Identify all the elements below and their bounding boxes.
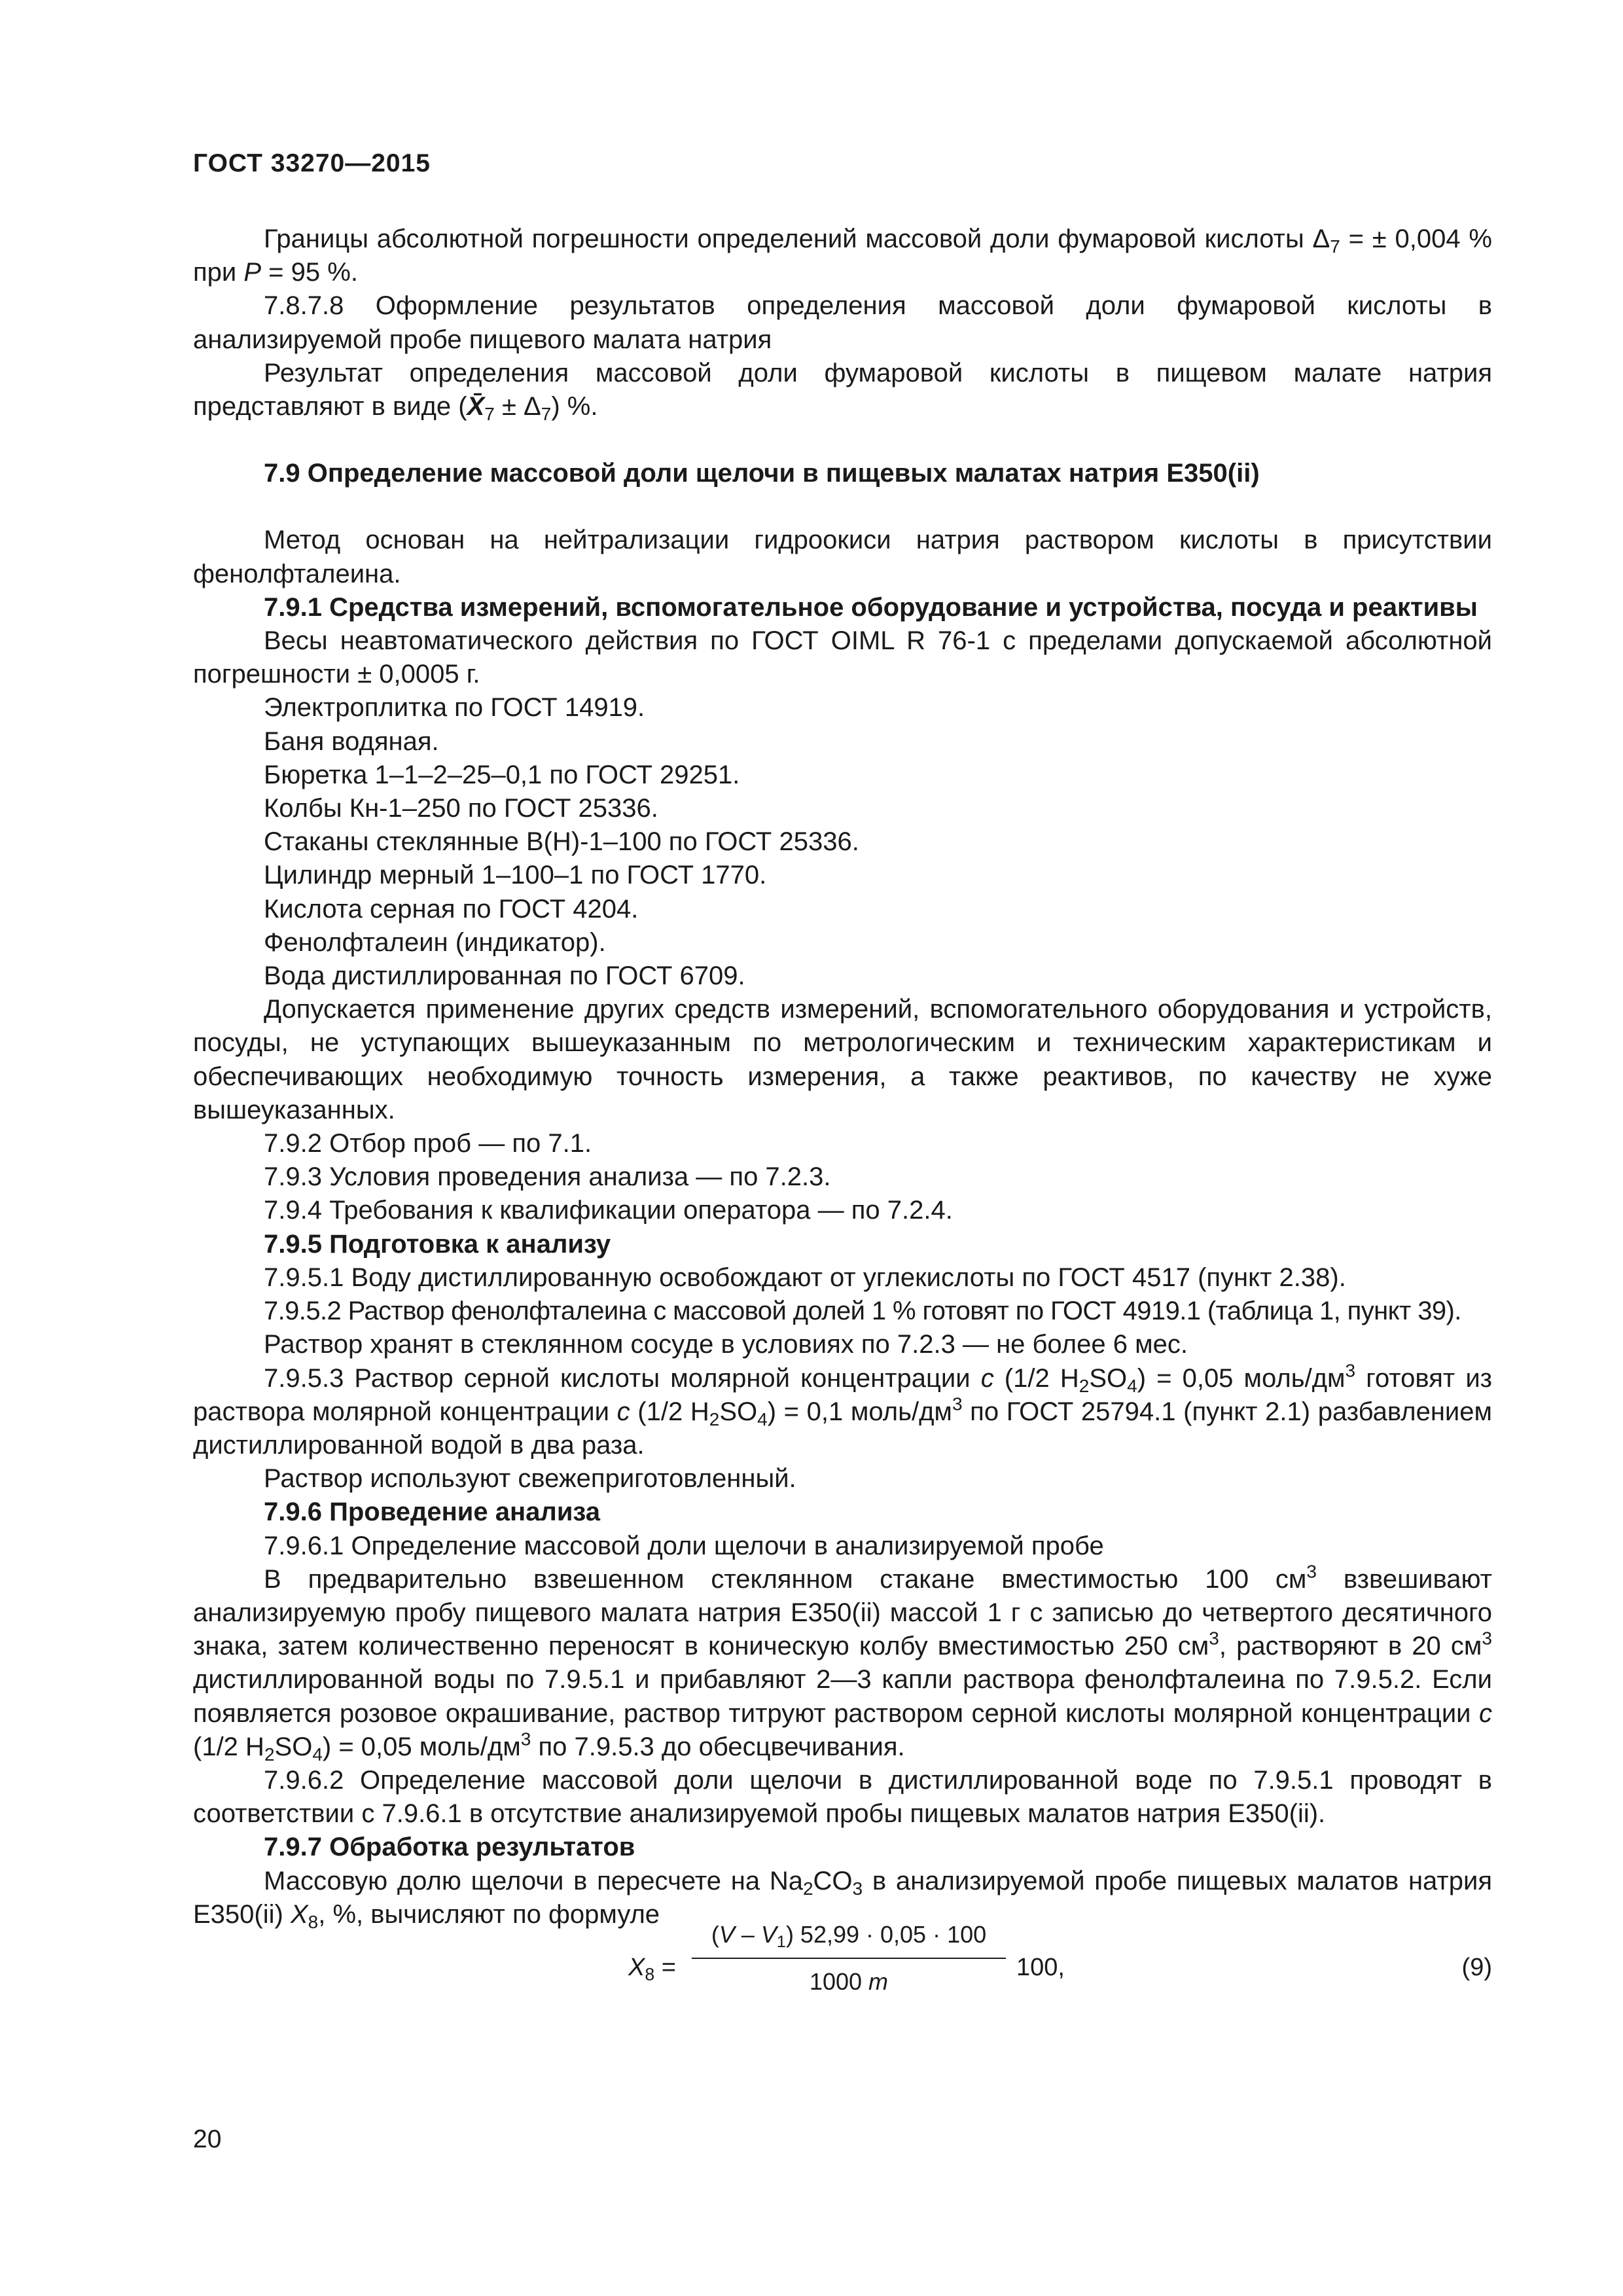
text: (1/2 H — [193, 1732, 264, 1761]
variable-x-mean: X̄ — [467, 392, 485, 422]
paragraph-fresh: Раствор используют свежеприготовленный. — [264, 1464, 796, 1494]
superscript: 3 — [1209, 1628, 1219, 1649]
variable-x: X — [290, 1899, 308, 1929]
subscript: 4 — [757, 1408, 768, 1429]
page-number: 20 — [193, 2125, 222, 2153]
text: ( — [711, 1921, 719, 1948]
subscript: 3 — [852, 1878, 863, 1899]
subscript: 2 — [709, 1408, 720, 1429]
paragraph-7-9-3: 7.9.3 Условия проведения анализа — по 7.2.3. — [264, 1162, 831, 1192]
text: ) = 0,05 моль/дм — [322, 1732, 521, 1761]
subscript: 7 — [541, 403, 552, 424]
paragraph-method: Метод основан на нейтрализации гидроокиси натрия раствором кислоты в присутствии фенолфталеина. — [193, 526, 1492, 588]
text: SO — [274, 1732, 313, 1761]
fraction-bar — [692, 1958, 1006, 1959]
fraction-numerator — [692, 1914, 1006, 1955]
document-header: ГОСТ 33270—2015 — [193, 149, 431, 177]
heading-7-9-5: 7.9.5 Подготовка к анализу — [264, 1229, 611, 1259]
paragraph-procedure — [193, 1563, 1492, 1764]
list-item: Баня водяная. — [264, 726, 439, 756]
list-item: Колбы Кн-1–250 по ГОСТ 25336. — [264, 794, 658, 823]
section-title-7-9: 7.9 Определение массовой доли щелочи в пищевых малатах натрия Е350(ii) — [264, 459, 1260, 488]
text: ) %. — [551, 392, 598, 422]
subscript: 1 — [776, 1933, 786, 1952]
text: ± Δ — [494, 392, 541, 422]
subscript: 4 — [312, 1744, 323, 1765]
text: по 7.9.5.3 до обесцвечивания. — [531, 1732, 905, 1761]
text: взвешивают анализируемую пробу пищевого малата натрия Е350(ii) массой 1 г с записью до четвертого десятичного знака, затем количественно переносят в коническую колбу вместимостью 250 см — [193, 1564, 1492, 1661]
heading-7-9-7: 7.9.7 Обработка результатов — [264, 1833, 635, 1862]
paragraph-7-9-5-3 — [193, 1362, 1492, 1463]
list-item: Допускается применение других средств измерений, вспомогательного оборудования и устройств, посуды, не уступающих вышеуказанным по метрологическим и техническим характеристикам и обеспечивающих необходимую точность измерения, а также реактивов, по качеству не хуже вышеуказанных. — [193, 995, 1492, 1124]
list-item: Весы неавтоматического действия по ГОСТ OIML R 76-1 с пределами допускаемой абсолютной погрешности ± 0,0005 г. — [193, 626, 1492, 689]
subscript: 4 — [1127, 1375, 1137, 1396]
heading-7-9-6: 7.9.6 Проведение анализа — [264, 1498, 601, 1527]
superscript: 3 — [520, 1729, 531, 1749]
variable-c: c — [616, 1397, 630, 1426]
paragraph-7-8-7-8: 7.8.7.8 Оформление результатов определения массовой доли фумаровой кислоты в анализируемой пробе пищевого малата натрия — [193, 291, 1492, 354]
formula-fraction — [692, 1914, 1006, 2002]
superscript: 3 — [1345, 1360, 1356, 1381]
text: Массовую долю щелочи в пересчете на Na — [264, 1866, 803, 1895]
text: ) = 0,1 моль/дм — [767, 1397, 952, 1426]
text: Границы абсолютной погрешности определений массовой доли фумаровой кислоты Δ — [264, 224, 1330, 253]
text: – — [734, 1921, 761, 1948]
list-item: Электроплитка по ГОСТ 14919. — [264, 693, 645, 723]
list-item: Вода дистиллированная по ГОСТ 6709. — [264, 961, 745, 991]
subscript: 8 — [308, 1911, 319, 1932]
variable-x: X — [628, 1954, 645, 1981]
paragraph-7-9-5-2: 7.9.5.2 Раствор фенолфталеина с массовой долей 1 % готовят по ГОСТ 4919.1 (таблица 1, пункт 39). — [264, 1297, 1461, 1326]
paragraph-7-9-2: 7.9.2 Отбор проб — по 7.1. — [264, 1129, 592, 1158]
text: по ГОСТ 25794.1 (пункт 2.1) разбавлением дистиллированной водой в два раза. — [193, 1397, 1492, 1460]
list-item: Кислота серная по ГОСТ 4204. — [264, 894, 639, 924]
formula-number: (9) — [1461, 1954, 1492, 1981]
text: SO — [719, 1397, 758, 1426]
paragraph-7-9-4: 7.9.4 Требования к квалификации оператора — по 7.2.4. — [264, 1196, 953, 1225]
variable-p: P — [243, 258, 262, 287]
variable-v1: V — [760, 1921, 777, 1948]
subscript: 7 — [484, 403, 495, 424]
fraction-denominator — [692, 1962, 1006, 2002]
variable-c: c — [1479, 1698, 1492, 1728]
text: 7.9.5.3 Раствор серной кислоты молярной концентрации — [264, 1363, 981, 1393]
text: ) 52,99 · 0,05 · 100 — [785, 1921, 987, 1948]
text: , растворяют в 20 см — [1219, 1632, 1482, 1661]
text: SO — [1089, 1363, 1128, 1393]
text: дистиллированной воды по 7.9.5.1 и прибавляют 2—3 капли раствора фенолфталеина по 7.9.5.2. Если появляется розовое окрашивание, раствор титруют раствором серной кислоты молярной концентрации — [193, 1665, 1492, 1728]
list-item: Фенолфталеин (индикатор). — [264, 927, 606, 957]
text: , %, вычисляют по формуле — [318, 1899, 660, 1929]
text: (1/2 H — [993, 1363, 1079, 1393]
text: ) = 0,05 моль/дм — [1137, 1363, 1346, 1393]
paragraph-result-format — [193, 357, 1492, 423]
paragraph-7-9-6-1: 7.9.6.1 Определение массовой доли щелочи в анализируемой пробе — [264, 1531, 1104, 1560]
subscript: 2 — [264, 1744, 275, 1765]
subscript: 8 — [645, 1964, 655, 1984]
formula-lhs — [628, 1954, 676, 1982]
formula-rhs: 100, — [1016, 1954, 1065, 1981]
text: = ± 0,004 % при — [193, 224, 1492, 287]
formula-9 — [193, 1911, 1492, 2026]
list-item: Стаканы стеклянные В(Н)-1–100 по ГОСТ 25336. — [264, 827, 859, 857]
heading-7-9-1: 7.9.1 Средства измерений, вспомогательное оборудование и устройства, посуда и реактивы — [264, 592, 1478, 622]
paragraph-7-9-5-1: 7.9.5.1 Воду дистиллированную освобождают от углекислоты по ГОСТ 4517 (пункт 2.38). — [264, 1263, 1346, 1292]
document-body — [193, 223, 1492, 1931]
list-item: Бюретка 1–1–2–25–0,1 по ГОСТ 29251. — [264, 760, 740, 789]
paragraph-7-9-6-2: 7.9.6.2 Определение массовой доли щелочи в дистиллированной воде по 7.9.5.1 проводят в соответствии с 7.9.6.1 в отсутствие анализируемой пробы пищевых малатов натрия Е350(ii). — [193, 1765, 1492, 1829]
text: (1/2 H — [630, 1397, 709, 1426]
text: В предварительно взвешенном стеклянном стакане вместимостью 100 см — [264, 1564, 1307, 1594]
variable-c: c — [980, 1363, 994, 1393]
text: Результат определения массовой доли фумаровой кислоты в пищевом малате натрия представляют в виде ( — [193, 358, 1492, 422]
superscript: 3 — [1482, 1628, 1492, 1649]
text: = 95 %. — [261, 258, 358, 287]
list-item: Цилиндр мерный 1–100–1 по ГОСТ 1770. — [264, 861, 767, 890]
superscript: 3 — [952, 1393, 963, 1414]
variable-v: V — [719, 1921, 735, 1948]
paragraph-storage: Раствор хранят в стеклянном сосуде в условиях по 7.2.3 — не более 6 мес. — [264, 1330, 1188, 1359]
superscript: 3 — [1306, 1561, 1317, 1582]
text: в анализируемой пробе пищевых малатов натрия Е350(ii) — [193, 1866, 1492, 1929]
variable-m: m — [868, 1968, 889, 1995]
paragraph-error-limits — [193, 223, 1492, 289]
text: готовят из раствора молярной концентрации — [193, 1363, 1492, 1426]
subscript: 7 — [1330, 236, 1340, 257]
subscript: 2 — [802, 1878, 813, 1899]
equals-sign: = — [654, 1954, 676, 1981]
subscript: 2 — [1079, 1375, 1090, 1396]
text: 1000 — [809, 1968, 869, 1995]
text: CO — [813, 1866, 853, 1895]
